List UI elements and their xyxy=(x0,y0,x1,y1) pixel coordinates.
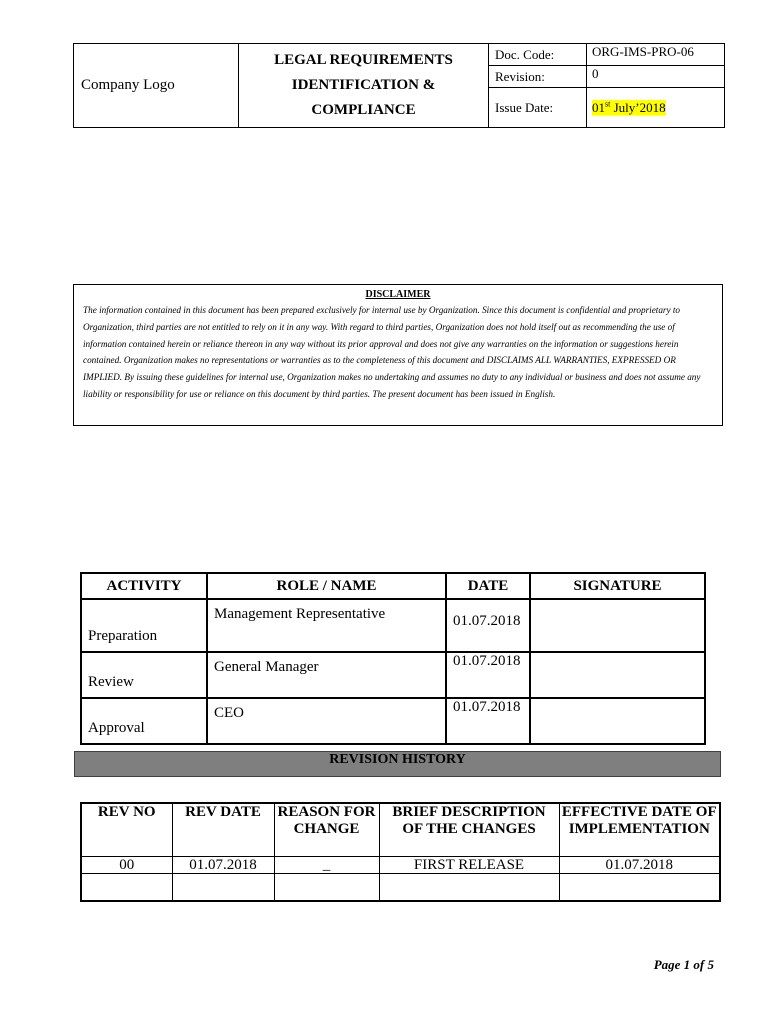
approval-activity: Approval xyxy=(81,698,207,744)
approval-header-role: ROLE / NAME xyxy=(207,573,446,599)
revision-rev-date xyxy=(172,874,274,902)
revision-label: Revision: xyxy=(489,66,587,88)
approval-header-row xyxy=(81,573,705,599)
issue-date-day: 01 xyxy=(592,99,605,115)
doc-code-label: Doc. Code: xyxy=(489,44,587,66)
approval-signature xyxy=(530,698,705,744)
revision-reason: _ xyxy=(274,857,379,874)
approval-signature xyxy=(530,652,705,698)
approval-date: 01.07.2018 xyxy=(446,698,530,744)
revision-row xyxy=(81,857,720,874)
issue-date-highlight xyxy=(592,100,666,115)
revision-rev-no: 00 xyxy=(81,857,172,874)
revision-header-description: BRIEF DESCRIPTION OF THE CHANGES xyxy=(379,803,559,857)
issue-date-suffix: st xyxy=(605,99,611,109)
title-line-2: IDENTIFICATION & xyxy=(291,77,436,93)
revision-description xyxy=(379,874,559,902)
revision-header-effective-date: EFFECTIVE DATE OF IMPLEMENTATION xyxy=(559,803,720,857)
title-line-1: LEGAL REQUIREMENTS xyxy=(274,52,453,68)
revision-history-table xyxy=(80,802,721,902)
approval-row xyxy=(81,652,705,698)
approval-date: 01.07.2018 xyxy=(446,599,530,652)
approval-header-activity: ACTIVITY xyxy=(81,573,207,599)
revision-effective-date: 01.07.2018 xyxy=(559,857,720,874)
revision-rev-no xyxy=(81,874,172,902)
approval-role: CEO xyxy=(207,698,446,744)
document-header xyxy=(73,43,725,128)
revision-effective-date xyxy=(559,874,720,902)
revision-reason xyxy=(274,874,379,902)
approval-activity: Preparation xyxy=(81,599,207,652)
company-logo-placeholder: Company Logo xyxy=(74,44,239,128)
revision-header-rev-no: REV NO xyxy=(81,803,172,857)
title-line-3: COMPLIANCE xyxy=(311,102,416,118)
approval-row xyxy=(81,599,705,652)
approval-header-signature: SIGNATURE xyxy=(530,573,705,599)
page-number: Page 1 of 5 xyxy=(653,957,714,972)
approval-activity: Review xyxy=(81,652,207,698)
approval-row xyxy=(81,698,705,744)
revision-rev-date: 01.07.2018 xyxy=(172,857,274,874)
issue-date-label: Issue Date: xyxy=(489,88,587,128)
doc-code-value: ORG-IMS-PRO-06 xyxy=(587,44,725,66)
issue-date-value xyxy=(587,88,725,128)
revision-row xyxy=(81,874,720,902)
disclaimer-body: The information contained in this document has been prepared exclusively for internal use by Organization. Since this document is confidential and proprietary to Organization, third parties are not entitled to rely on it in any way. With regard to third parties, Organization does not hold itself out as recommending the use of information contained herein or reliance thereon in any way without its prior approval and does not give any warranties on the information or suggestions herein contained. Organization makes no representations or warranties as to the completeness of this document and DISCLAIMS ALL WARRANTIES, EXPRESSED OR IMPLIED. By issuing these guidelines for internal use, Organization makes no undertaking and assumes no duty to any individual or business and does not assume any liability or responsibility for use or reliance on this document by third parties. The present document has been issued in English. xyxy=(83,305,701,399)
approval-header-date: DATE xyxy=(446,573,530,599)
approval-table xyxy=(80,572,706,745)
document-title xyxy=(239,44,489,128)
disclaimer-box xyxy=(73,284,723,426)
disclaimer-title: DISCLAIMER xyxy=(365,289,431,300)
issue-date-rest: July’2018 xyxy=(610,99,666,115)
revision-description: FIRST RELEASE xyxy=(379,857,559,874)
approval-date: 01.07.2018 xyxy=(446,652,530,698)
approval-role: Management Representative xyxy=(207,599,446,652)
revision-value: 0 xyxy=(587,66,725,88)
revision-header-row xyxy=(81,803,720,857)
revision-header-rev-date: REV DATE xyxy=(172,803,274,857)
revision-history-title: REVISION HISTORY xyxy=(74,751,721,777)
revision-header-reason: REASON FOR CHANGE xyxy=(274,803,379,857)
approval-role: General Manager xyxy=(207,652,446,698)
approval-signature xyxy=(530,599,705,652)
